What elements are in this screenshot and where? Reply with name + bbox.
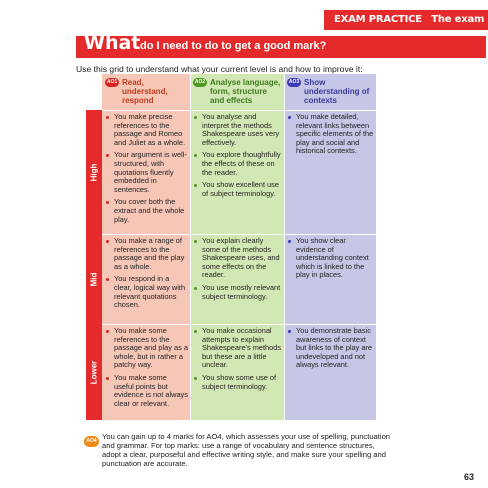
list-item: You make occasional attempts to explain Shakespeare's methods but these are a little unclear.: [192, 327, 282, 370]
header-ao2: [190, 74, 284, 110]
header-ao2-title: Analyse language, form, structure and effects: [210, 78, 281, 105]
cell-lower-ao2: [192, 327, 282, 395]
list-item: You make some references to the passage and play as a whole, but in rather a patchy way.: [104, 327, 188, 370]
ao4-badge: AO4: [84, 436, 99, 447]
section-tab-label: EXAM PRACTICE: [334, 14, 422, 25]
cell-lower-ao3: [286, 327, 374, 374]
divider: [102, 110, 376, 111]
ao3-badge: AO3: [288, 79, 300, 85]
list-item: You make precise references to the passage and Romeo and Juliet as a whole.: [104, 113, 188, 147]
list-item: You make some useful points but evidence is not always clear or relevant.: [104, 374, 188, 408]
header-ao3-title: Show understanding of contexts: [304, 78, 370, 105]
divider: [102, 234, 376, 235]
header-ao3: [284, 74, 376, 110]
header-ao1: [102, 74, 190, 110]
ao2-badge: AO2: [194, 79, 206, 85]
section-tab-sublabel: The exam: [431, 14, 485, 25]
divider: [190, 74, 191, 420]
section-tab: [324, 10, 488, 30]
cell-high-ao3: [286, 113, 374, 160]
cell-mid-ao1: [104, 237, 188, 314]
level-lower: Lower: [86, 324, 102, 420]
divider: [102, 324, 376, 325]
cell-mid-ao3: [286, 237, 374, 284]
list-item: You cover both the extract and the whole play.: [104, 198, 188, 224]
cell-mid-ao2: [192, 237, 282, 305]
page-number: 63: [464, 472, 475, 482]
ao1-badge: AO1: [106, 79, 118, 85]
list-item: You explain clearly some of the methods Shakespeare uses, and some effects on the reader.: [192, 237, 282, 280]
list-item: You show clear evidence of understanding context which is linked to the play in places.: [286, 237, 374, 280]
intro-text: Use this grid to understand what your current level is and how to improve it:: [76, 64, 363, 74]
banner-question: do I need to do to get a good mark?: [140, 40, 327, 52]
list-item: You use mostly relevant subject terminology.: [192, 284, 282, 301]
list-item: You demonstrate basic awareness of context but links to the play are undeveloped and not always relevant.: [286, 327, 374, 370]
level-mid: Mid: [86, 234, 102, 324]
footer-note: You can gain up to 4 marks for AO4, which assesses your use of spelling, punctuation and grammar. For top marks: use a range of vocabulary and sentence structures, adopt a clear, purposeful and effective writing style, and make sure your spelling and punctuation are accurate.: [102, 432, 391, 468]
cell-high-ao1: [104, 113, 188, 228]
list-item: You show excellent use of subject terminology.: [192, 181, 282, 198]
header-ao1-title: Read, understand, respond: [122, 78, 168, 105]
list-item: You make detailed, relevant links between specific elements of the play and social and historical contexts.: [286, 113, 374, 156]
divider: [284, 74, 285, 420]
banner-what: What: [84, 32, 141, 54]
list-item: Your argument is well-structured, with quotations fluently embedded in sentences.: [104, 151, 188, 194]
cell-high-ao2: [192, 113, 282, 202]
list-item: You make a range of references to the passage and the play as a whole.: [104, 237, 188, 271]
cell-lower-ao1: [104, 327, 188, 412]
list-item: You analyse and interpret the methods Shakespeare uses very effectively.: [192, 113, 282, 147]
list-item: You respond in a clear, logical way with relevant quotations chosen.: [104, 275, 188, 309]
list-item: You show some use of subject terminology.: [192, 374, 282, 391]
level-high: High: [86, 110, 102, 234]
title-banner: [76, 32, 486, 58]
list-item: You explore thoughtfully the effects of these on the reader.: [192, 151, 282, 177]
